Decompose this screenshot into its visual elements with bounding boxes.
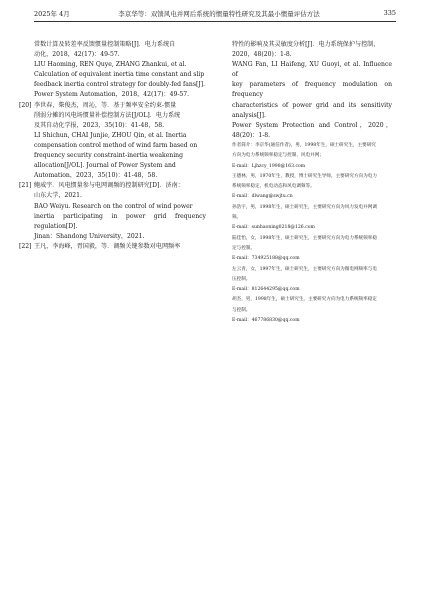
author-bio-line: 作者简介：李京华(通信作者)，男，1998年生，硕士研究生，主要研究 [232, 143, 376, 148]
author-bio-line: 左云青，女，1997年生，硕士研究生，主要研究方向为微电网频率与电 [232, 266, 377, 272]
reference-entry [19, 242, 206, 252]
reference-line: Power System Automation，2018，42(17)：49-57. [34, 91, 190, 99]
right-column-reference-continuation [232, 40, 392, 141]
author-email: E-mail：sunhaoning0218@126.com [232, 225, 315, 231]
author-bio-line: 频。 [232, 215, 242, 221]
reference-line: compensation control method of wind farm based on [34, 141, 198, 149]
reference-line: 削弱分摊的风电场惯量补偿控制方法[J/OL]．电力系统 [34, 111, 181, 119]
reference-line: 及其自动化学报，2023，35(10)：41-48，58. [34, 121, 165, 129]
reference-line: LIU Haoming, REN Quye, ZHANG Zhankui, et al. [34, 61, 187, 69]
reference-line: 2020，48(20)：1-8. [232, 51, 292, 59]
reference-line: feedback inertia control strategy for doubly-fed fans[J]. [34, 81, 206, 89]
author-biographies [232, 141, 400, 326]
reference-line: Jinan：Shandong University，2021. [34, 232, 145, 240]
reference-entry [34, 40, 206, 101]
reference-line: 特性的影响及其灵敏度分析[J]．电力系统保护与控制， [232, 41, 380, 48]
reference-line: key parameters of frequency modulation on frequency [232, 81, 392, 99]
author-bio-line: 定与控制。 [232, 245, 255, 251]
page-header [34, 9, 396, 22]
reference-entry [19, 101, 206, 182]
author-bio-line: 陆佳怡，女，1998年生，硕士研究生，主要研究方向为电力系统频率稳 [232, 235, 377, 241]
header-date: 2025年 4月 [34, 10, 70, 18]
reference-line: Automation，2023，35(10)：41-48，58. [34, 172, 158, 180]
reference-line: 常数计算及转差率反馈惯量控制策略[J]．电力系统自 [34, 41, 176, 48]
header-title: 李京华等：双馈风电并网后系统的惯量特性研究及其最小惯量评估方法 [118, 10, 320, 18]
reference-line: characteristics of power grid and its sensitivity analysis[J]. [232, 101, 392, 119]
reference-line: 鲍威宇．风电惯量参与电网调频的控制研究[D]．济南： [34, 182, 184, 190]
reference-entry [19, 181, 206, 242]
author-email: E-mail：812644295@qq.com [232, 287, 300, 293]
author-bio-line: 压控制。 [232, 276, 251, 282]
reference-line: LI Shichun, CHAI Junjie, ZHOU Qin, et al. Inertia [34, 131, 187, 139]
reference-line: frequency security constraint-inertia weakening [34, 152, 184, 160]
author-email: E-mail：dlwang@swjtu.cn [232, 194, 293, 200]
reference-line: inertia participating in power grid frequency regulation[D]. [34, 212, 206, 230]
author-bio-line: 方向为电力系统频率稳定与控制、风电并网； [232, 153, 324, 159]
reference-number: [22] [19, 242, 32, 250]
author-email: E-mail：467786830@qq.com [232, 318, 300, 324]
author-bio-line: 孙浩宇，男，1998年生，硕士研究生，主要研究方向为风力发电并网调 [232, 204, 377, 210]
reference-line: Calculation of equivalent inertia time constant and slip [34, 71, 205, 79]
author-bio-line: 王德林，男，1970年生，教授，博士研究生导师，主要研究方向为电力 [232, 173, 377, 179]
author-email: E-mail：Ljhzcy_1998@163.com [232, 163, 306, 169]
reference-line: 山东大学，2021. [34, 192, 82, 200]
reference-line: Power System Protection and Control，2020，48(20)：1-8. [232, 121, 392, 139]
reference-22-continued [232, 40, 392, 141]
reference-number: [21] [19, 182, 32, 190]
author-bio-line: 与控制。 [232, 307, 251, 313]
author-bio-line: 系统频率稳定、机电动态和风电调频等。 [232, 184, 315, 190]
reference-line: 动化，2018，42(17)：49-57. [34, 51, 120, 59]
author-email: E-mail：734925188@qq.com [232, 256, 300, 262]
page-number: 335 [383, 9, 396, 17]
reference-line: 王凡，李海峰，胥国毅，等．调频关键参数对电网频率 [34, 242, 181, 250]
author-bio-line: 胡杰，男，1998年生，硕士研究生，主要研究方向为电力系统频率稳定 [232, 297, 377, 303]
left-column-references [19, 40, 206, 252]
reference-line: BAO Weiyu. Research on the control of wind power [34, 202, 193, 210]
reference-line: allocation[J/OL]. Journal of Power System and [34, 162, 176, 170]
reference-line: 李世春，柴俊杰，周沁，等．基于频率安全约束-惯量 [34, 101, 177, 109]
reference-number: [20] [19, 101, 32, 109]
reference-line: WANG Fan, LI Haifeng, XU Guoyi, et al. Influence of [232, 61, 392, 79]
